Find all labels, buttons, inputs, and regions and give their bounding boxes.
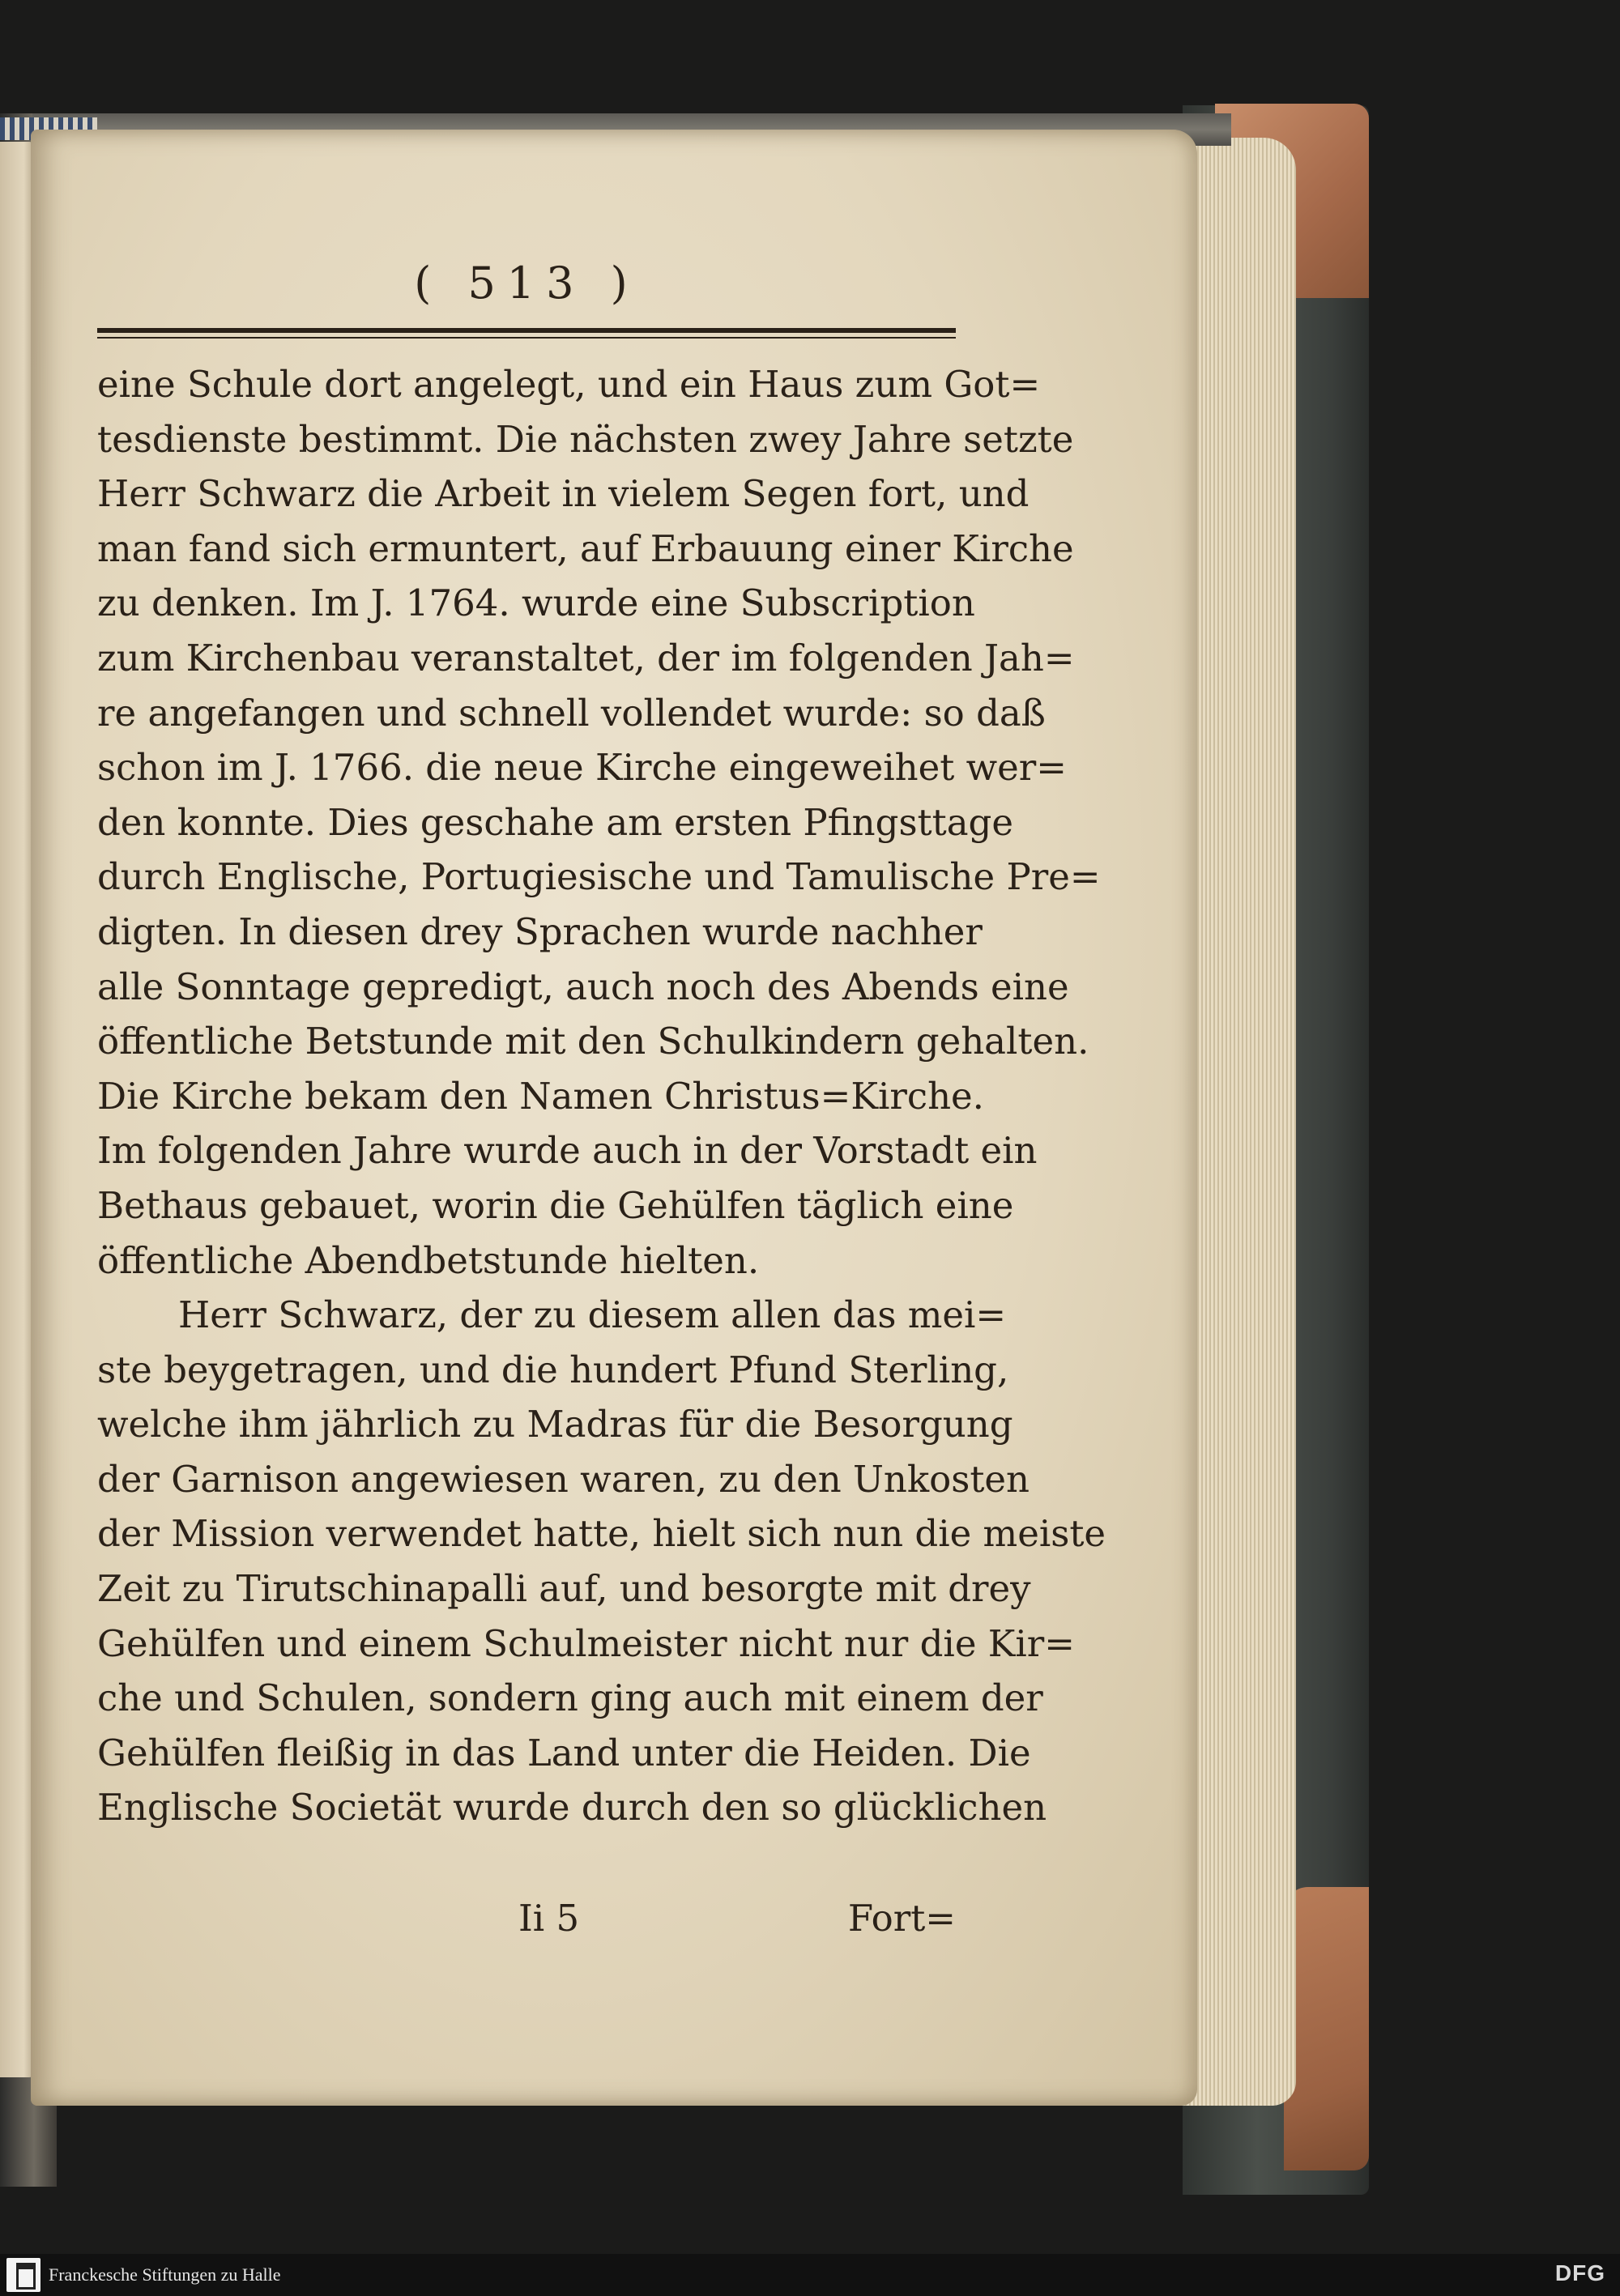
text-line: Gehülfen fleißig in das Land unter die Heiden. Die bbox=[97, 1731, 1031, 1774]
text-line: man fand sich ermuntert, auf Erbauung einer Kirche bbox=[97, 526, 1074, 570]
institution-logo-icon bbox=[6, 2258, 40, 2292]
text-line: alle Sonntage gepredigt, auch noch des Abends eine bbox=[97, 965, 1069, 1008]
header-rule-thick bbox=[97, 328, 956, 333]
page-text-block bbox=[97, 255, 1106, 1835]
text-line: welche ihm jährlich zu Madras für die Besorgung bbox=[97, 1403, 1013, 1446]
text-line: zum Kirchenbau veranstaltet, der im folgenden Jah= bbox=[97, 636, 1075, 679]
left-page-edge bbox=[0, 142, 34, 2077]
leather-corner-bottom bbox=[1284, 1887, 1369, 2170]
header-rule-thin bbox=[97, 337, 956, 339]
text-line: Zeit zu Tirutschinapalli auf, und besorgte mit drey bbox=[97, 1567, 1031, 1611]
text-line: öffentliche Betstunde mit den Schulkindern gehalten. bbox=[97, 1020, 1089, 1063]
text-line: zu denken. Im J. 1764. wurde eine Subscription bbox=[97, 581, 975, 625]
body-text bbox=[97, 357, 1106, 1835]
institution-name: Franckesche Stiftungen zu Halle bbox=[49, 2264, 281, 2285]
text-line: durch Englische, Portugiesische und Tamulische Pre= bbox=[97, 855, 1101, 899]
page-number: ( 513 ) bbox=[414, 258, 639, 309]
text-line: che und Schulen, sondern ging auch mit einem der bbox=[97, 1676, 1043, 1720]
text-line: re angefangen und schnell vollendet wurde: so daß bbox=[97, 691, 1046, 735]
text-line: Die Kirche bekam den Namen Christus=Kirche. bbox=[97, 1074, 984, 1118]
text-line: Herr Schwarz, der zu diesem allen das mei= bbox=[178, 1293, 1007, 1337]
header-rule bbox=[97, 328, 956, 341]
catchword: Fort= bbox=[847, 1897, 956, 1940]
signature-mark: Ii 5 bbox=[518, 1897, 580, 1940]
text-line: öffentliche Abendbetstunde hielten. bbox=[97, 1238, 760, 1282]
text-line: der Mission verwendet hatte, hielt sich nun die meiste bbox=[97, 1512, 1106, 1556]
text-line: eine Schule dort angelegt, und ein Haus zum Got= bbox=[97, 363, 1041, 406]
text-line: der Garnison angewiesen waren, zu den Unkosten bbox=[97, 1457, 1030, 1501]
dfg-logo: DFG bbox=[1554, 2260, 1605, 2285]
page-footer bbox=[97, 1889, 956, 1948]
text-line: Englische Societät wurde durch den so glücklichen bbox=[97, 1786, 1047, 1830]
text-line: schon im J. 1766. die neue Kirche eingeweihet wer= bbox=[97, 746, 1067, 790]
text-line: den konnte. Dies geschahe am ersten Pfingsttage bbox=[97, 800, 1013, 844]
text-line: Gehülfen und einem Schulmeister nicht nur die Kir= bbox=[97, 1621, 1075, 1665]
text-line: Bethaus gebauet, worin die Gehülfen täglich eine bbox=[97, 1183, 1014, 1227]
text-line: tesdienste bestimmt. Die nächsten zwey Jahre setzte bbox=[97, 417, 1074, 461]
text-line: Herr Schwarz die Arbeit in vielem Segen fort, und bbox=[97, 472, 1030, 516]
text-line: Im folgenden Jahre wurde auch in der Vorstadt ein bbox=[97, 1129, 1038, 1173]
text-line: digten. In diesen drey Sprachen wurde nachher bbox=[97, 909, 983, 953]
text-line: ste beygetragen, und die hundert Pfund Sterling, bbox=[97, 1348, 1009, 1391]
